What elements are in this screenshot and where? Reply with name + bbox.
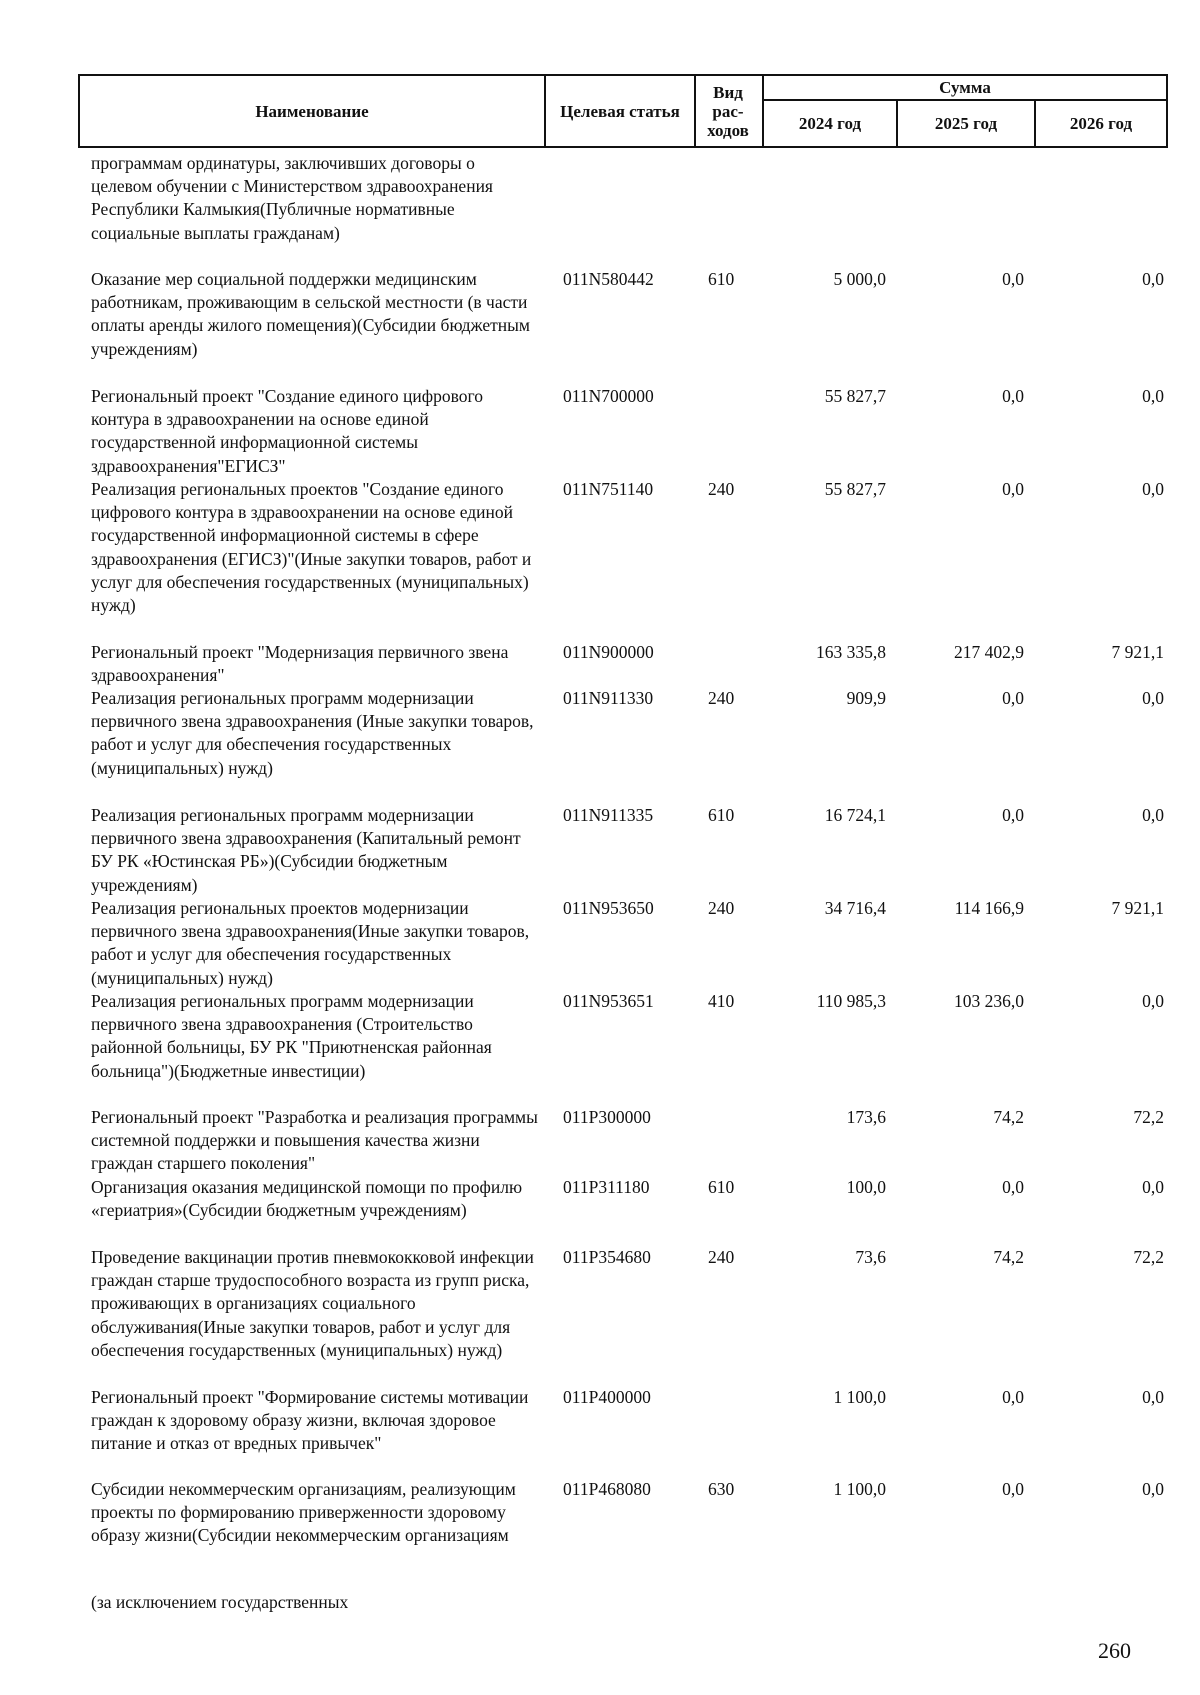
- row-sum-2025: 74,2: [993, 1247, 1024, 1267]
- row-sum-2025: 0,0: [1002, 805, 1024, 825]
- header-name: Наименование: [255, 101, 369, 121]
- row-expense-type: 610: [708, 805, 735, 825]
- row-sum-2024: 110 985,3: [816, 991, 886, 1011]
- row-target-code: 011N911330: [563, 688, 654, 708]
- row-sum-2026: 0,0: [1142, 269, 1164, 289]
- row-target-code: 011P311180: [563, 1177, 650, 1197]
- row-target-code: 011P400000: [563, 1387, 651, 1407]
- row-name: Организация оказания медицинской помощи по профилю «гериатрия»(Субсидии бюджетным учреждениям): [91, 1177, 523, 1221]
- row-name: Региональный проект "Создание единого цифрового контура в здравоохранении на основе единой государственной информационной системы здравоохранения"ЕГИСЗ": [91, 386, 484, 476]
- row-name: Реализация региональных программ модернизации первичного звена здравоохранения (Строительство районной больницы, БУ РК "Приютненская районная больница")(Бюджетные инвестиции): [91, 991, 492, 1081]
- row-expense-type: 240: [708, 898, 735, 918]
- row-sum-2026: 0,0: [1142, 1479, 1164, 1499]
- row-sum-2024: 73,6: [855, 1247, 886, 1267]
- row-sum-2025: 114 166,9: [954, 898, 1024, 918]
- row-target-code: 011P354680: [563, 1247, 651, 1267]
- header-target: Целевая статья: [560, 101, 680, 121]
- row-expense-type: 240: [708, 688, 735, 708]
- row-name: Реализация региональных программ модернизации первичного звена здравоохранения (Иные закупки товаров, работ и услуг для обеспечения государственных (муниципальных) нужд): [91, 688, 534, 778]
- row-name: Региональный проект "Формирование системы мотивации граждан к здоровому образу жизни, включая здоровое питание и отказ от вредных привычек": [91, 1387, 529, 1454]
- row-sum-2024: 163 335,8: [816, 642, 886, 662]
- row-sum-2024: 909,9: [846, 688, 886, 708]
- row-sum-2025: 0,0: [1002, 1177, 1024, 1197]
- header-2024: 2024 год: [798, 114, 862, 133]
- row-sum-2025: 0,0: [1002, 1479, 1024, 1499]
- table-header: [78, 74, 1168, 148]
- header-2026: 2026 год: [1069, 114, 1133, 133]
- row-name: Проведение вакцинации против пневмококковой инфекции граждан старше трудоспособного возраста из групп риска, проживающих в организациях социального обслуживания(Иные закупки товаров, работ и услуг для обеспечения государственных (муниципальных) нужд): [91, 1247, 534, 1360]
- row-name: Оказание мер социальной поддержки медицинским работникам, проживающим в сельской местности (в части оплаты аренды жилого помещения)(Субсидии бюджетным учреждениям): [91, 269, 531, 359]
- row-target-code: 011N580442: [563, 269, 654, 289]
- row-sum-2024: 34 716,4: [824, 898, 886, 918]
- row-name: Субсидии некоммерческим организациям, реализующим проекты по формированию приверженности здоровому образу жизни(Субсидии некоммерческим организациям: [91, 1479, 516, 1546]
- header-sum: Сумма: [939, 78, 991, 97]
- row-sum-2026: 0,0: [1142, 805, 1164, 825]
- row-target-code: 011P468080: [563, 1479, 651, 1499]
- row-target-code: 011N953651: [563, 991, 654, 1011]
- row-sum-2025: 74,2: [993, 1107, 1024, 1127]
- row-name: программам ординатуры, заключивших договоры о целевом обучении с Министерством здравоохранения Республики Калмыкия(Публичные нормативные социальные выплаты гражданам): [91, 153, 493, 243]
- row-expense-type: 240: [708, 1247, 735, 1267]
- page-number: 260: [1098, 1638, 1131, 1663]
- row-sum-2024: 5 000,0: [833, 269, 886, 289]
- row-expense-type: 410: [708, 991, 735, 1011]
- row-target-code: 011N751140: [563, 479, 654, 499]
- row-sum-2024: 55 827,7: [824, 386, 886, 406]
- row-sum-2026: 7 921,1: [1111, 642, 1164, 662]
- row-expense-type: 240: [708, 479, 735, 499]
- row-sum-2024: 1 100,0: [833, 1387, 886, 1407]
- row-target-code: 011P300000: [563, 1107, 651, 1127]
- row-sum-2025: 0,0: [1002, 1387, 1024, 1407]
- row-expense-type: 630: [708, 1479, 735, 1499]
- row-sum-2025: 217 402,9: [954, 642, 1024, 662]
- header-vid: Вид рас- ходов: [707, 82, 749, 140]
- row-target-code: 011N911335: [563, 805, 654, 825]
- row-sum-2024: 55 827,7: [824, 479, 886, 499]
- row-sum-2024: 100,0: [846, 1177, 886, 1197]
- row-name: Реализация региональных проектов "Создание единого цифрового контура в здравоохранении на основе единой государственной информационной системы в сфере здравоохранения (ЕГИСЗ)"(Иные закупки товаров, работ и услуг для обеспечения государственных (муниципальных) нужд): [91, 479, 532, 616]
- row-sum-2026: 0,0: [1142, 688, 1164, 708]
- continuation-text: (за исключением государственных: [91, 1592, 349, 1612]
- row-expense-type: 610: [708, 1177, 735, 1197]
- row-sum-2025: 103 236,0: [954, 991, 1024, 1011]
- row-sum-2025: 0,0: [1002, 479, 1024, 499]
- row-name: Региональный проект "Модернизация первичного звена здравоохранения": [91, 642, 509, 686]
- row-sum-2026: 0,0: [1142, 991, 1164, 1011]
- row-sum-2026: 0,0: [1142, 479, 1164, 499]
- row-sum-2024: 16 724,1: [824, 805, 886, 825]
- row-name: Реализация региональных программ модернизации первичного звена здравоохранения (Капитальный ремонт БУ РК «Юстинская РБ»)(Субсидии бюджетным учреждениям): [91, 805, 521, 895]
- row-name: Региональный проект "Разработка и реализация программы системной поддержки и повышения качества жизни граждан старшего поколения": [91, 1107, 538, 1174]
- row-target-code: 011N900000: [563, 642, 654, 662]
- row-sum-2026: 72,2: [1133, 1107, 1164, 1127]
- row-target-code: 011N953650: [563, 898, 654, 918]
- row-target-code: 011N700000: [563, 386, 654, 406]
- header-2025: 2025 год: [934, 114, 998, 133]
- row-sum-2026: 7 921,1: [1111, 898, 1164, 918]
- row-sum-2025: 0,0: [1002, 386, 1024, 406]
- row-sum-2026: 0,0: [1142, 1177, 1164, 1197]
- row-name: Реализация региональных проектов модернизации первичного звена здравоохранения(Иные закупки товаров, работ и услуг для обеспечения государственных (муниципальных) нужд): [91, 898, 530, 988]
- row-expense-type: 610: [708, 269, 735, 289]
- row-sum-2026: 0,0: [1142, 1387, 1164, 1407]
- row-sum-2025: 0,0: [1002, 688, 1024, 708]
- row-sum-2026: 72,2: [1133, 1247, 1164, 1267]
- row-sum-2026: 0,0: [1142, 386, 1164, 406]
- row-sum-2025: 0,0: [1002, 269, 1024, 289]
- row-sum-2024: 1 100,0: [833, 1479, 886, 1499]
- row-sum-2024: 173,6: [846, 1107, 886, 1127]
